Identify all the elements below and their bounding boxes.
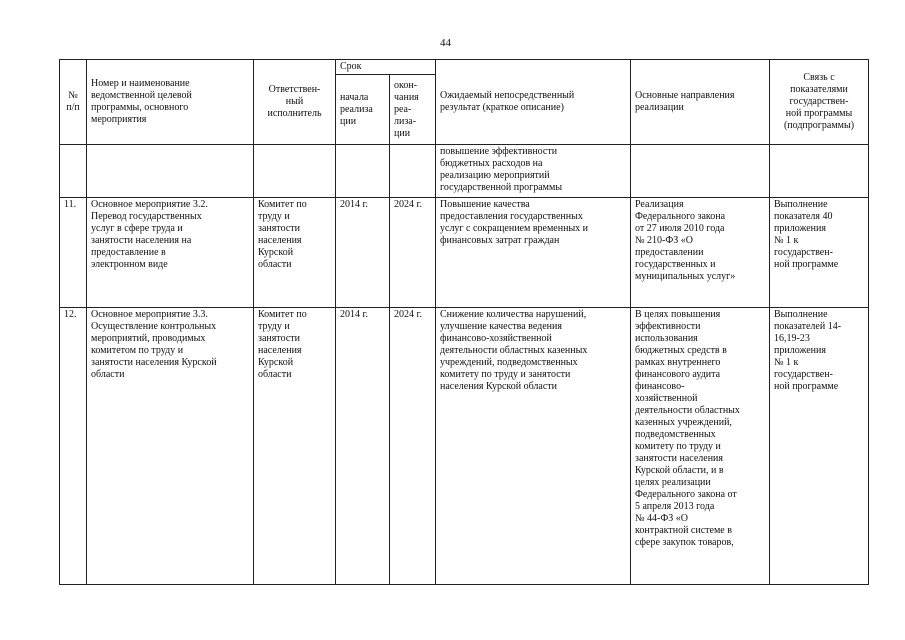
cell-directions bbox=[631, 145, 770, 198]
table-row bbox=[60, 308, 869, 585]
cell-start bbox=[336, 145, 390, 198]
cell-end: 2024 г. bbox=[390, 308, 436, 585]
cell-result: повышение эффективности бюджетных расходов на реализацию мероприятий государственной программы bbox=[436, 145, 631, 198]
header-name: Номер и наименование ведомственной целевой программы, основного мероприятия bbox=[87, 60, 254, 145]
cell-responsible: Комитет по труду и занятости населения Курской области bbox=[254, 308, 336, 585]
header-row-top bbox=[60, 60, 869, 75]
cell-directions: В целях повышения эффективности использования бюджетных средств в рамках внутреннего финансового аудита финансово- хозяйственной деятельности областных казенных учреждений, подведомственных комитету по труду и занятости населения Курской области, и в целях реализации Федерального закона от 5 апреля 2013 года № 44-ФЗ «О контрактной системе в сфере закупок товаров, bbox=[631, 308, 770, 585]
cell-name: Основное мероприятие 3.3. Осуществление контрольных мероприятий, проводимых комитетом по труду и занятости населения Курской области bbox=[87, 308, 254, 585]
cell-responsible bbox=[254, 145, 336, 198]
cell-num: 11. bbox=[60, 198, 87, 308]
cell-link: Выполнение показателей 14- 16,19-23 приложения № 1 к государствен- ной программе bbox=[770, 308, 869, 585]
page-number: 44 bbox=[440, 37, 451, 49]
cell-start: 2014 г. bbox=[336, 308, 390, 585]
cell-num: 12. bbox=[60, 308, 87, 585]
cell-directions: Реализация Федерального закона от 27 июля 2010 года № 210-ФЗ «О предоставлении государственных и муниципальных услуг» bbox=[631, 198, 770, 308]
cell-result: Повышение качества предоставления государственных услуг с сокращением временных и финансовых затрат граждан bbox=[436, 198, 631, 308]
cell-link: Выполнение показателя 40 приложения № 1 к государствен- ной программе bbox=[770, 198, 869, 308]
cell-end: 2024 г. bbox=[390, 198, 436, 308]
header-term-start: начала реализа ции bbox=[336, 75, 390, 145]
header-num: № п/п bbox=[60, 60, 87, 145]
cell-end bbox=[390, 145, 436, 198]
cell-name bbox=[87, 145, 254, 198]
table-row-continuation bbox=[60, 145, 869, 198]
cell-name: Основное мероприятие 3.2. Перевод государственных услуг в сфере труда и занятости населения на предоставление в электронном виде bbox=[87, 198, 254, 308]
header-term-end: окон- чания реа- лиза- ции bbox=[390, 75, 436, 145]
header-link: Связь с показателями государствен- ной программы (подпрограммы) bbox=[770, 60, 869, 145]
cell-result: Снижение количества нарушений, улучшение качества ведения финансово-хозяйственной деятельности областных казенных учреждений, подведомственных комитету по труду и занятости населения Курской области bbox=[436, 308, 631, 585]
measures-table bbox=[59, 59, 869, 585]
header-directions: Основные направления реализации bbox=[631, 60, 770, 145]
cell-responsible: Комитет по труду и занятости населения Курской области bbox=[254, 198, 336, 308]
header-responsible: Ответствен- ный исполнитель bbox=[254, 60, 336, 145]
header-result: Ожидаемый непосредственный результат (краткое описание) bbox=[436, 60, 631, 145]
cell-link bbox=[770, 145, 869, 198]
cell-start: 2014 г. bbox=[336, 198, 390, 308]
cell-num bbox=[60, 145, 87, 198]
table-row bbox=[60, 198, 869, 308]
header-term: Срок bbox=[336, 60, 436, 75]
